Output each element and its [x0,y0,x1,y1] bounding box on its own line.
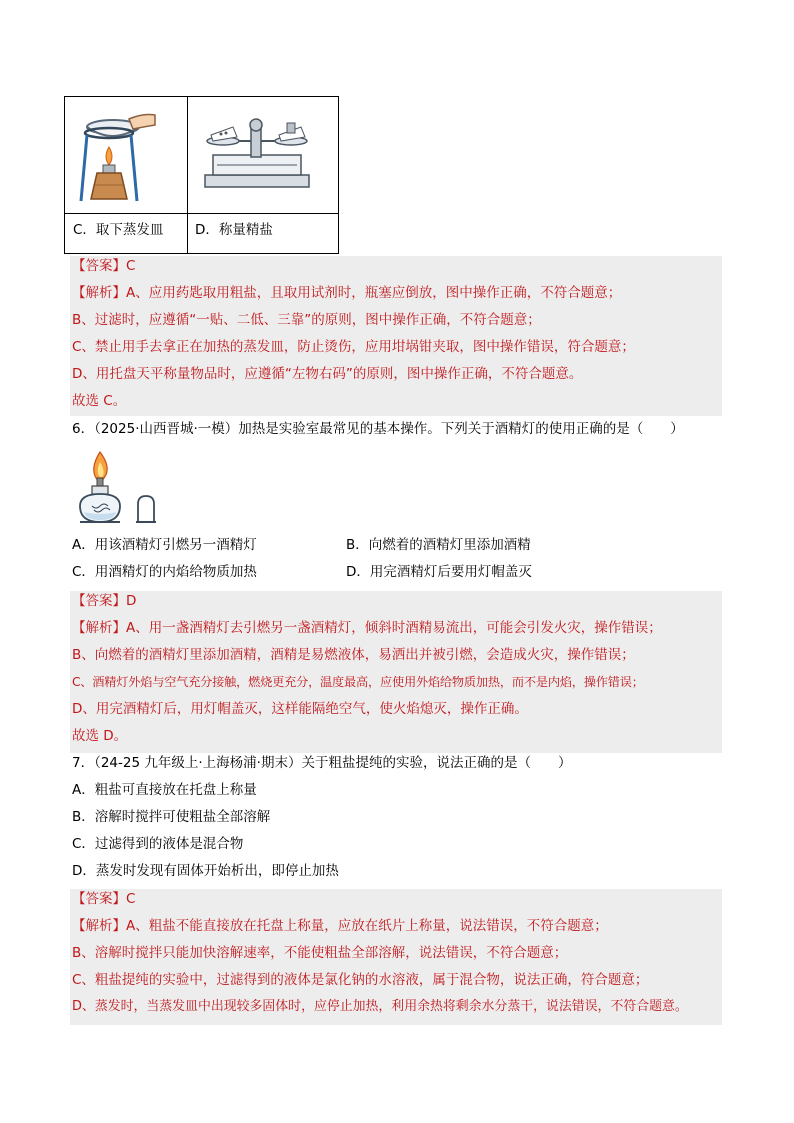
balance-figure [197,105,315,195]
analysis-line: D、用托盘天平称量物品时，应遵循“左物右码”的原则，图中操作正确，不符合题意。 [72,366,583,382]
option-b: B．溶解时搅拌可使粗盐全部溶解 [72,809,271,825]
option-a: A．粗盐可直接放在托盘上称量 [72,782,257,798]
analysis-line: D、用完酒精灯后，用灯帽盖灭，这样能隔绝空气，使火焰熄灭，操作正确。 [72,701,528,717]
analysis-line: B、向燃着的酒精灯里添加酒精，酒精是易燃液体，易洒出并被引燃，会造成火灾，操作错误； [72,647,635,663]
question-stem: 6．（2025·山西晋城·一模）加热是实验室最常见的基本操作。下列关于酒精灯的使用正确的是（ ） [72,421,684,437]
analysis-line: 【解析】A、粗盐不能直接放在托盘上称量，应放在纸片上称量，说法错误，不符合题意； [72,918,608,934]
answer-block-q5 [70,256,722,416]
analysis-line: B、溶解时搅拌只能加快溶解速率，不能使粗盐全部溶解，说法错误，不符合题意； [72,945,568,961]
option-d-label: D．称量精盐 [195,222,273,238]
option-c: C．过滤得到的液体是混合物 [72,836,244,852]
analysis-line: C、酒精灯外焰与空气充分接触，燃烧更充分，温度最高，应使用外焰给物质加热，而不是内焰，操作错误； [72,675,644,689]
option-d: D．蒸发时发现有固体开始析出，即停止加热 [72,863,339,879]
analysis-line: D、蒸发时，当蒸发皿中出现较多固体时，应停止加热，利用余热将剩余水分蒸干，说法错误，不符合题意。 [72,999,688,1014]
option-a: A．用该酒精灯引燃另一酒精灯 [72,537,257,553]
analysis-line: B、过滤时，应遵循“一贴、二低、三靠”的原则，图中操作正确，不符合题意； [72,312,541,328]
option-c: C．用酒精灯的内焰给物质加热 [72,564,257,580]
figure-table [64,96,339,254]
option-b: B．向燃着的酒精灯里添加酒精 [346,537,531,553]
option-d: D．用完酒精灯后要用灯帽盖灭 [346,564,532,580]
evaporating-dish-figure [73,101,181,209]
table-divider [65,213,338,214]
analysis-line: C、粗盐提纯的实验中，过滤得到的液体是氯化钠的水溶液，属于混合物，说法正确，符合题意； [72,972,649,988]
answer-block-q6 [70,591,722,753]
analysis-line: 故选 D。 [72,728,128,744]
analysis-line: 【解析】A、用一盏酒精灯去引燃另一盏酒精灯，倾斜时酒精易流出，可能会引发火灾，操作错误； [72,620,662,636]
question-stem: 7．（24-25 九年级上·上海杨浦·期末）关于粗盐提纯的实验，说法正确的是（ ） [72,755,572,771]
alcohol-lamp-figure [72,448,167,530]
analysis-line: 【解析】A、应用药匙取用粗盐，且取用试剂时，瓶塞应倒放，图中操作正确，不符合题意； [72,285,622,301]
answer: 【答案】D [72,593,137,609]
table-divider [187,97,188,253]
analysis-line: C、禁止用手去拿正在加热的蒸发皿，防止烫伤，应用坩埚钳夹取，图中操作错误，符合题意； [72,339,635,355]
analysis-line: 故选 C。 [72,393,127,409]
answer: 【答案】C [72,891,136,907]
option-c-label: C．取下蒸发皿 [73,222,164,238]
answer: 【答案】C [72,258,136,274]
